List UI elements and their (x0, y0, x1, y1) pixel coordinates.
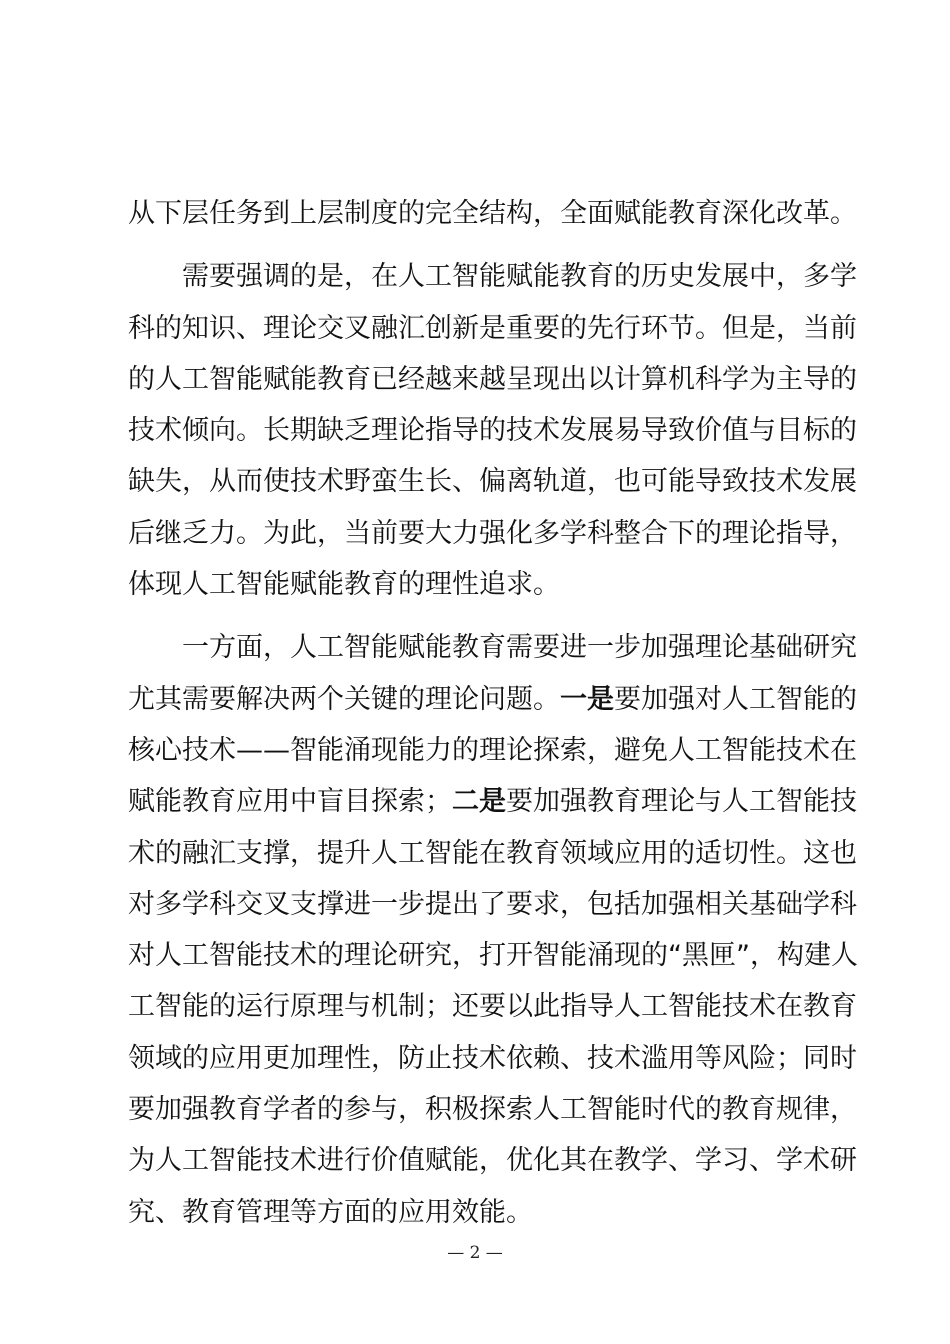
text-line: 对人工智能技术的理论研究，打开智能涌现的“黑匣”，构建人 (128, 940, 858, 972)
text-line: 需要强调的是，在人工智能赋能教育的历史发展中，多学 (182, 261, 857, 293)
text-line: 体现人工智能赋能教育的理性追求。 (128, 569, 560, 601)
body-text (128, 188, 858, 1238)
text-line: 为人工智能技术进行价值赋能，优化其在教学、学习、学术研 (128, 1145, 857, 1177)
text-line: 工智能的运行原理与机制；还要以此指导人工智能技术在教育 (128, 991, 857, 1023)
text-segment: 要加强对人工智能的 (614, 683, 857, 715)
text-line: 科的知识、理论交叉融汇创新是重要的先行环节。但是，当前 (128, 312, 857, 344)
text-line: 要加强教育学者的参与，积极探索人工智能时代的教育规律， (128, 1094, 857, 1126)
text-line: 术的融汇支撑，提升人工智能在教育领域应用的适切性。这也 (128, 837, 857, 869)
text-line (128, 776, 857, 827)
text-line: 究、教育管理等方面的应用效能。 (128, 1196, 533, 1228)
text-line: 后继乏力。为此，当前要大力强化多学科整合下的理论指导， (128, 517, 857, 549)
text-segment: 尤其需要解决两个关键的理论问题。 (128, 683, 560, 715)
text-line: 从下层任务到上层制度的完全结构，全面赋能教育深化改革。 (128, 198, 857, 229)
page-number: — 2 — (447, 1243, 503, 1263)
text-segment: 赋能教育应用中盲目探索； (128, 786, 452, 818)
text-line: 技术倾向。长期缺乏理论指导的技术发展易导致价值与目标的 (128, 415, 857, 447)
text-line: 核心技术——智能涌现能力的理论探索，避免人工智能技术在 (128, 734, 857, 766)
text-line: 领域的应用更加理性，防止技术依赖、技术滥用等风险；同时 (128, 1042, 857, 1074)
text-line: 一方面，人工智能赋能教育需要进一步加强理论基础研究 (182, 632, 857, 664)
emphasis-second: 二是 (452, 786, 506, 818)
text-line (128, 674, 857, 725)
text-line: 的人工智能赋能教育已经越来越呈现出以计算机科学为主导的 (128, 363, 857, 395)
text-line: 对多学科交叉支撑进一步提出了要求，包括加强相关基础学科 (128, 888, 857, 920)
text-line: 缺失，从而使技术野蛮生长、偏离轨道，也可能导致技术发展 (128, 466, 857, 498)
emphasis-first: 一是 (560, 683, 614, 715)
text-segment: 要加强教育理论与人工智能技 (506, 786, 857, 818)
